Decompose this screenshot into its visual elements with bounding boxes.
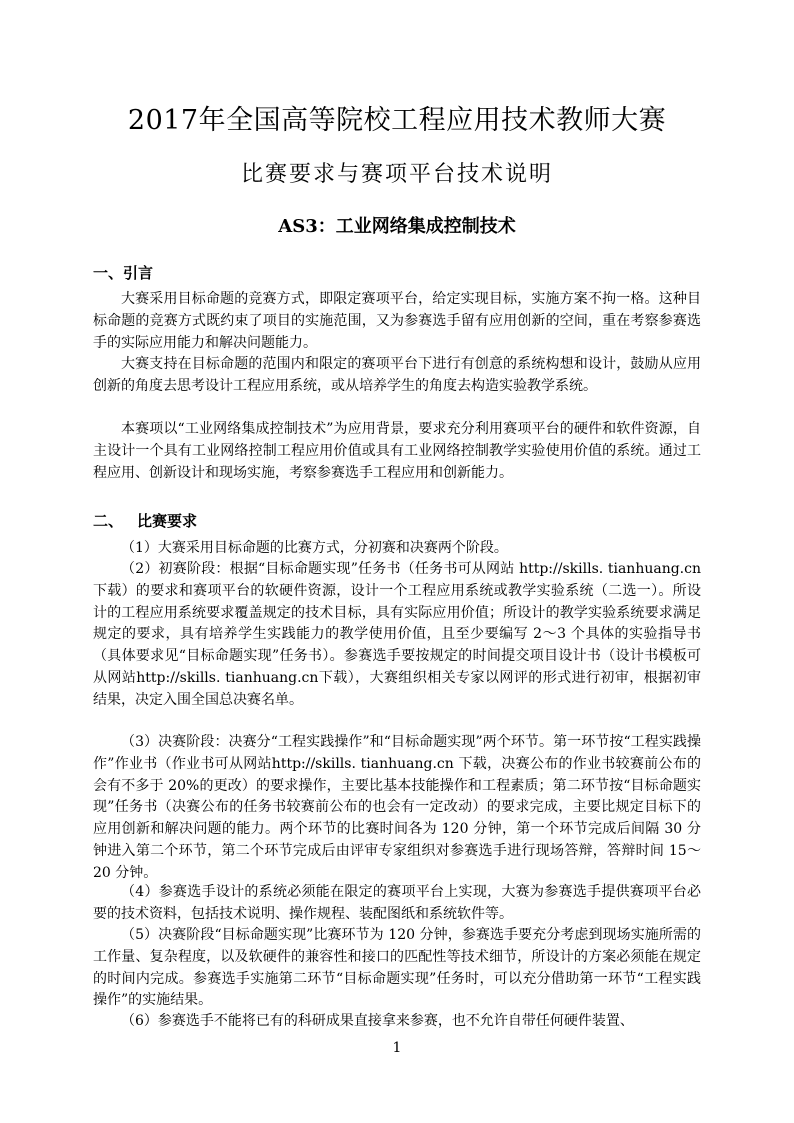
page-title: 2017年全国高等院校工程应用技术教师大赛 <box>127 105 667 136</box>
section-heading-introduction <box>93 262 153 284</box>
paragraph: 大赛采用目标命题的竞赛方式，即限定赛项平台，给定实现目标，实施方案不拘一格。这种目标命题的竞赛方式既约束了项目的实施范围，又为参赛选手留有应用创新的空间，重在考察参赛选手的实际应用能力和解决问题能力。 <box>93 291 701 351</box>
page-number: 1 <box>392 1040 402 1056</box>
section-heading-text: 比赛要求 <box>137 512 198 530</box>
section-heading-text: 引言 <box>123 264 154 282</box>
paragraph: （1）大赛采用目标命题的比赛方式，分初赛和决赛两个阶段。 <box>121 540 508 556</box>
section-number: 一、 <box>93 264 124 282</box>
paragraph: 大赛支持在目标命题的范围内和限定的赛项平台下进行有创意的系统构想和设计，鼓励从应用创新的角度去思考设计工程应用系统，或从培养学生的角度去构造实验教学系统。 <box>93 356 701 394</box>
section-heading-requirements <box>93 510 197 532</box>
paragraph: （4）参赛选手设计的系统必须能在限定的赛项平台上实现，大赛为参赛选手提供赛项平台必要的技术资料，包括技术说明、操作规程、装配图纸和系统软件等。 <box>93 884 701 922</box>
page-subtitle: 比赛要求与赛项平台技术说明 <box>240 162 553 187</box>
paragraph: （6）参赛选手不能将已有的科研成果直接拿来参赛，也不允许自带任何硬件装置、 <box>121 1013 634 1029</box>
paragraph: 本赛项以“工业网络集成控制技术”为应用背景，要求充分利用赛项平台的硬件和软件资源，自主设计一个具有工业网络控制工程应用价值或具有工业网络控制教学实验使用价值的系统。通过工程应用、创新设计和现场实施，考察参赛选手工程应用和创新能力。 <box>93 421 701 481</box>
paragraph: （2）初赛阶段：根据“目标命题实现”任务书（任务书可从网站 http://skills. tianhuang.cn 下载）的要求和赛项平台的软硬件资源，设计一个工程应用系统或教学实验系统（二选一）。所设计的工程应用系统要求覆盖规定的技术目标，具有实际应用价值；所设计的教学实验系统要求满足规定的要求，具有培养学生实践能力的教学使用价值，且至少要编写 2～3 个具体的实验指导书（具体要求见“目标命题实现”任务书）。参赛选手要按规定的时间提交项目设计书（设计书模板可从网站http://skills. tianhuang.cn下载），大赛组织相关专家以网评的形式进行初审，根据初审结果，决定入围全国总决赛名单。 <box>93 561 701 708</box>
paragraph: （5）决赛阶段“目标命题实现”比赛环节为 120 分钟，参赛选手要充分考虑到现场实施所需的工作量、复杂程度，以及软硬件的兼容性和接口的匹配性等技术细节，所设计的方案必须能在规定的时间内完成。参赛选手实施第二环节“目标命题实现”任务时，可以充分借助第一环节“工程实践操作”的实施结果。 <box>93 927 701 1009</box>
section-number: 二、 <box>93 512 124 530</box>
paragraph: （3）决赛阶段：决赛分“工程实践操作”和“目标命题实现”两个环节。第一环节按“工程实践操作”作业书（作业书可从网站http://skills. tianhuang.cn 下载，决赛公布的作业书较赛前公布的会有不多于 20%的更改）的要求操作，主要比基本技能操作和工程素质；第二环节按“目标命题实现”任务书（决赛公布的任务书较赛前公布的也会有一定改动）的要求完成，主要比规定目标下的应用创新和解决问题的能力。两个环节的比赛时间各为 120 分钟，第一个环节完成后间隔 30 分钟进入第二个环节，第二个环节完成后由评审专家组织对参赛选手进行现场答辩，答辩时间 15～20 分钟。 <box>93 734 701 881</box>
course-title: AS3：工业网络集成控制技术 <box>278 216 516 237</box>
